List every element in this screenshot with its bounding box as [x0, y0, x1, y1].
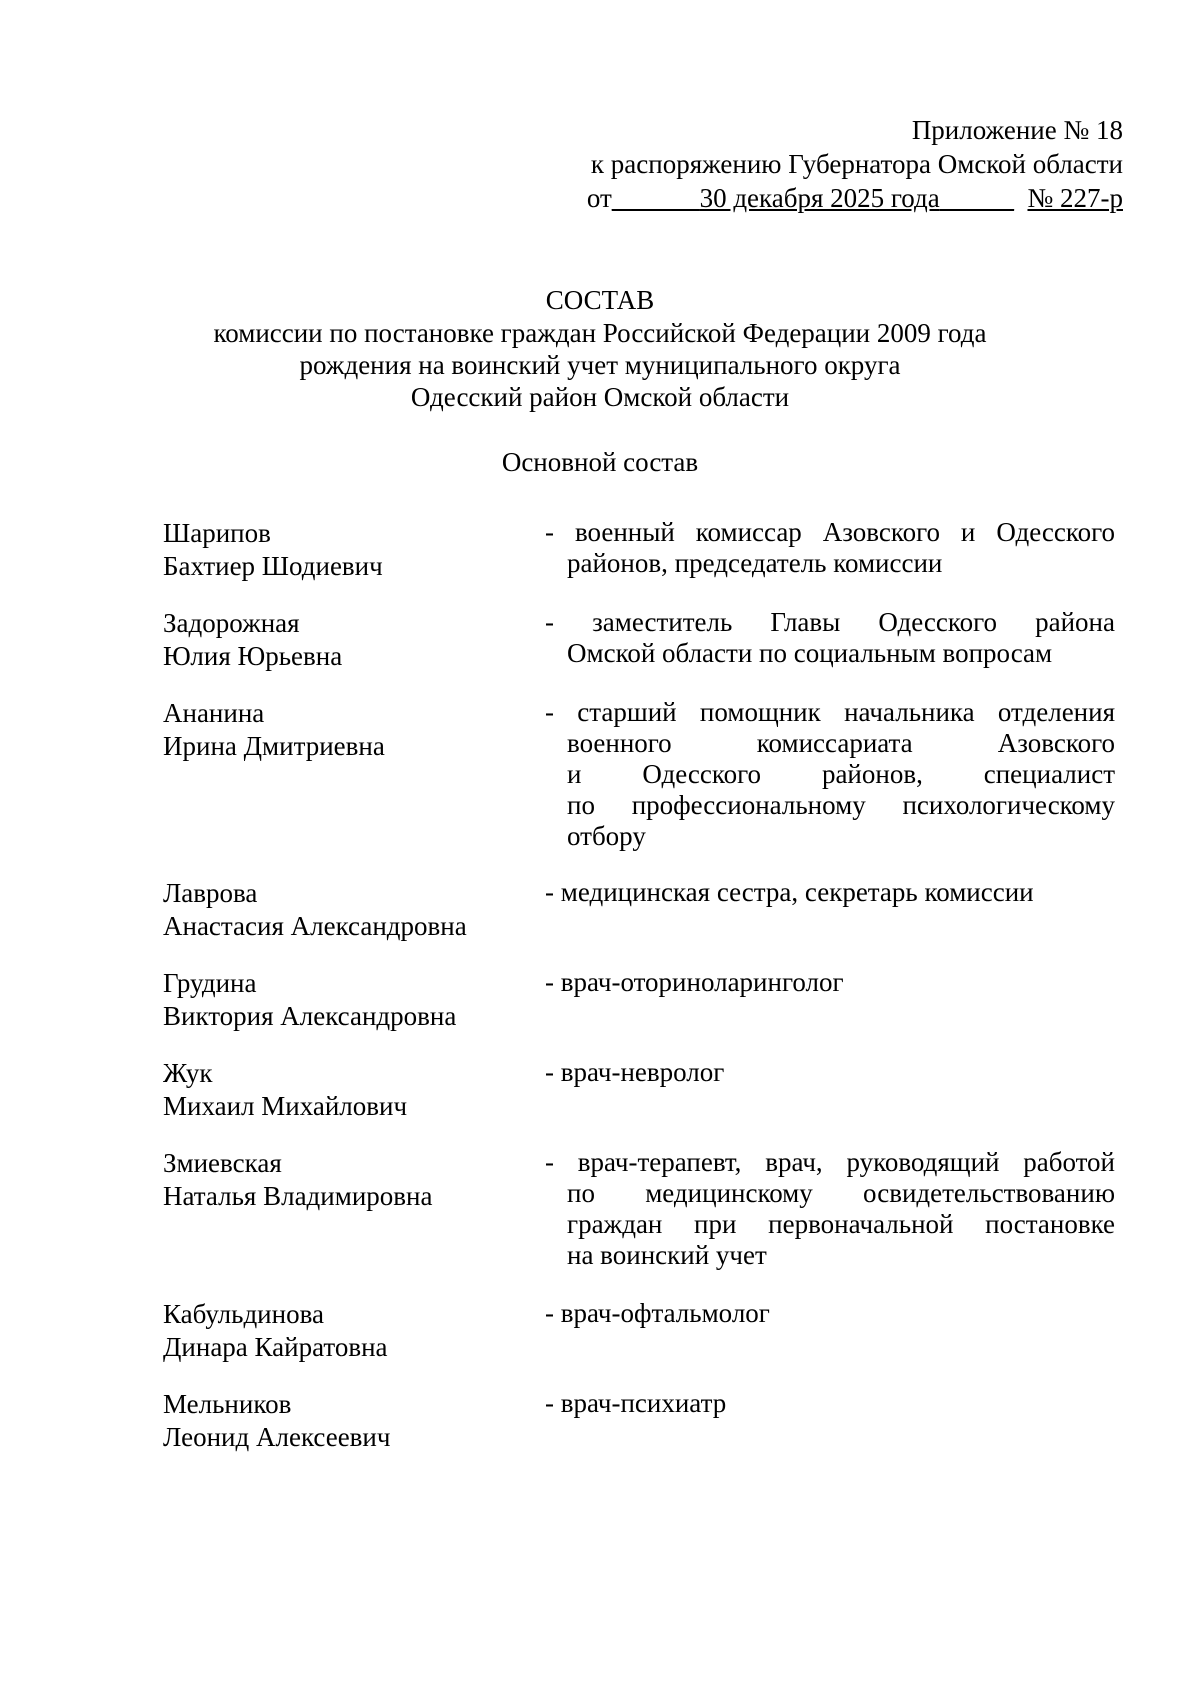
member-surname: Кабульдинова — [163, 1299, 324, 1329]
member-name — [163, 967, 543, 1033]
member-role-text: - врач-оториноларинголог — [545, 967, 844, 997]
date-prefix: от — [586, 183, 612, 213]
member-surname: Грудина — [163, 968, 257, 998]
member-role-text: - врач-терапевт, врач, руководящий работой по медицинскому освидетельствованию граждан при первоначальной постановке на воинский учет — [545, 1147, 1115, 1270]
member-name — [163, 1388, 543, 1454]
title-subtitle-line-1: комиссии по постановке граждан Российской Федерации 2009 года — [213, 318, 987, 348]
member-given-names: Юлия Юрьевна — [163, 641, 343, 671]
order-date: ______ 30 декабря 2025 года _____ — [611, 183, 1014, 213]
member-given-names: Бахтиер Шодиевич — [163, 551, 383, 581]
member-role-text: - врач-невролог — [545, 1057, 725, 1087]
member-name — [163, 1147, 543, 1213]
member-name — [163, 607, 543, 673]
member-role-text: - военный комиссар Азовского и Одесского районов, председатель комиссии — [545, 517, 1115, 578]
member-surname: Лаврова — [163, 878, 258, 908]
member-role-text: - заместитель Главы Одесского района Омской области по социальным вопросам — [545, 607, 1115, 668]
title-heading: СОСТАВ — [545, 285, 655, 315]
title-subtitle-line-2: рождения на воинский учет муниципального округа — [299, 350, 901, 380]
member-given-names: Анастасия Александровна — [163, 911, 467, 941]
member-name — [163, 877, 543, 943]
member-surname: Шарипов — [163, 518, 271, 548]
member-name — [163, 517, 543, 583]
member-given-names: Наталья Владимировна — [163, 1181, 433, 1211]
member-role-text: - медицинская сестра, секретарь комиссии — [545, 877, 1034, 907]
section-heading: Основной состав — [501, 447, 699, 477]
appendix-number: Приложение № 18 — [911, 115, 1123, 145]
order-date-line — [440, 181, 1123, 215]
member-given-names: Ирина Дмитриевна — [163, 731, 385, 761]
member-role-text: - врач-офтальмолог — [545, 1298, 770, 1328]
member-surname: Мельников — [163, 1389, 292, 1419]
member-role-text: - старший помощник начальника отделения военного комиссариата Азовского и Одесского районов, специалист по профессиональному психологическому отбору — [545, 697, 1115, 851]
title-subtitle-line-3: Одесский район Омской области — [410, 382, 790, 412]
member-given-names: Динара Кайратовна — [163, 1332, 388, 1362]
order-number: № 227-р — [1027, 183, 1123, 213]
member-given-names: Леонид Алексеевич — [163, 1422, 391, 1452]
document-title — [0, 283, 1200, 413]
member-name — [163, 1298, 543, 1364]
order-reference: к распоряжению Губернатора Омской области — [590, 149, 1123, 179]
member-surname: Жук — [163, 1058, 213, 1088]
member-name — [163, 1057, 543, 1123]
member-surname: Ананина — [163, 698, 265, 728]
member-given-names: Виктория Александровна — [163, 1001, 457, 1031]
member-surname: Задорожная — [163, 608, 300, 638]
member-surname: Змиевская — [163, 1148, 282, 1178]
document-header — [440, 113, 1123, 215]
member-role-text: - врач-психиатр — [545, 1388, 727, 1418]
member-name — [163, 697, 543, 763]
member-given-names: Михаил Михайлович — [163, 1091, 408, 1121]
